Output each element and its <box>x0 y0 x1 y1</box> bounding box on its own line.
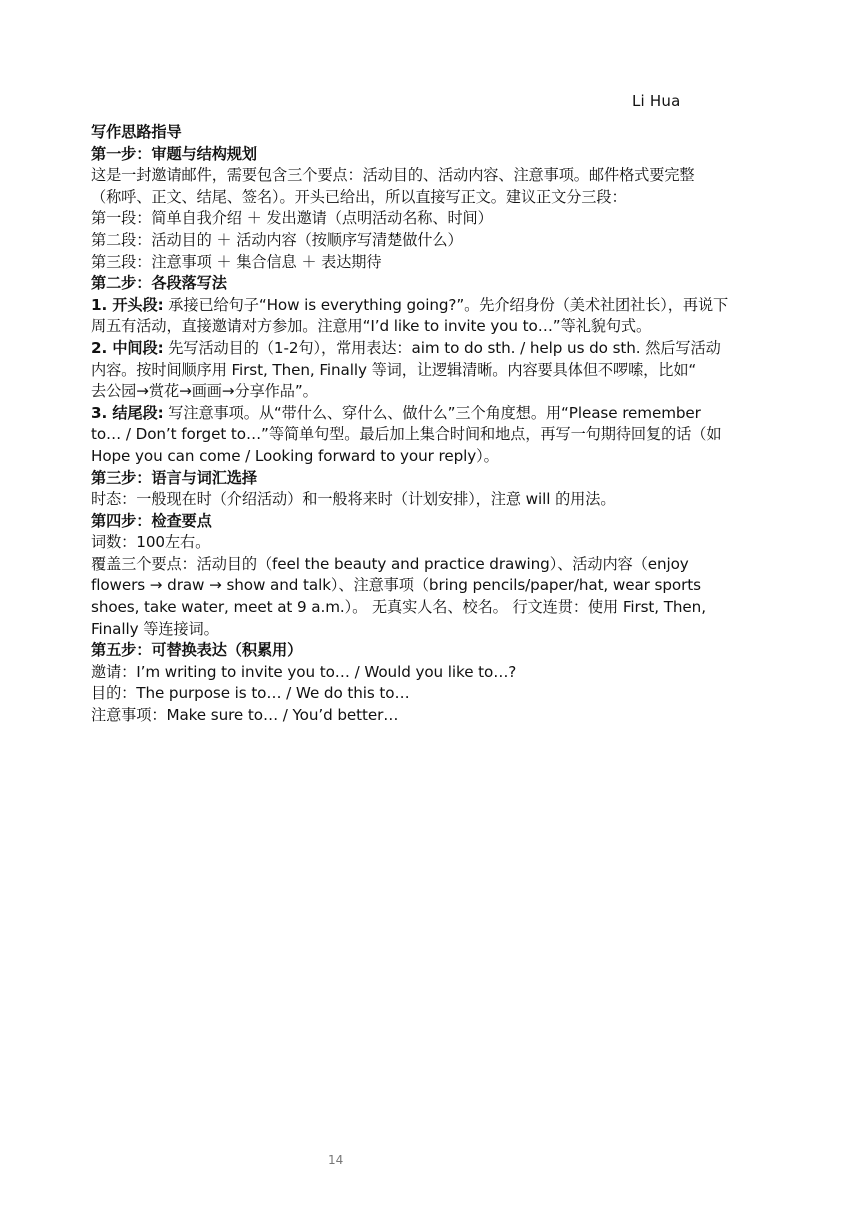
text-line <box>91 683 781 705</box>
body-text: 这是一封邀请邮件，需要包含三个要点：活动目的、活动内容、注意事项。邮件格式要完整 <box>91 166 695 185</box>
body-text: 覆盖三个要点：活动目的（feel the beauty and practice drawing）、活动内容（enjoy <box>91 554 689 573</box>
body-text: 去公园→赏花→画画→分享作品”。 <box>91 382 318 401</box>
body-text: Hope you can come / Looking forward to your reply）。 <box>91 446 499 465</box>
bold-text: 第三步：语言与词汇选择 <box>91 468 257 487</box>
text-line <box>91 446 781 468</box>
bold-text: 第五步：可替换表达（积累用） <box>91 641 303 660</box>
bold-text: 2. 中间段: <box>91 338 164 357</box>
writing-guide-content <box>91 122 781 727</box>
body-text: 邀请：I’m writing to invite you to… / Would you like to…? <box>91 662 517 681</box>
body-text: 先写活动目的（1-2句），常用表达：aim to do sth. / help us do sth. 然后写活动 <box>163 338 721 357</box>
bold-text: 3. 结尾段: <box>91 403 164 422</box>
body-text: 内容。按时间顺序用 First, Then, Finally 等词，让逻辑清晰。内容要具体但不啰嗦，比如“ <box>91 360 697 379</box>
text-line <box>91 705 781 727</box>
text-line <box>91 187 781 209</box>
text-line <box>91 338 781 360</box>
author-name: Li Hua <box>632 92 681 110</box>
bold-text: 写作思路指导 <box>91 123 182 141</box>
page-number: 14 <box>328 1153 344 1167</box>
text-line <box>91 208 781 230</box>
body-text: （称呼、正文、结尾、签名）。开头已给出，所以直接写正文。建议正文分三段： <box>91 187 627 206</box>
body-text: to… / Don’t forget to…”等简单句型。最后加上集合时间和地点，再写一句期待回复的话（如 <box>91 425 722 444</box>
bold-text: 第二步：各段落写法 <box>91 274 227 293</box>
text-line <box>91 662 781 684</box>
text-line <box>91 252 781 274</box>
text-line <box>91 295 781 317</box>
text-line <box>91 489 781 511</box>
body-text: 第三段：注意事项 ＋ 集合信息 ＋ 表达期待 <box>91 252 382 271</box>
body-text: shoes, take water, meet at 9 a.m.）。 无真实人名、校名。 行文连贯：使用 First, Then, <box>91 598 706 617</box>
body-text: 注意事项：Make sure to… / You’d better… <box>91 706 399 725</box>
body-text: 目的：The purpose is to… / We do this to… <box>91 684 410 703</box>
text-line <box>91 144 781 166</box>
body-text: flowers → draw → show and talk）、注意事项（bring pencils/paper/hat, wear sports <box>91 576 701 595</box>
text-line <box>91 230 781 252</box>
body-text: Finally 等连接词。 <box>91 619 219 638</box>
text-line <box>91 554 781 576</box>
text-line <box>91 532 781 554</box>
text-line <box>91 640 781 662</box>
body-text: 时态：一般现在时（介绍活动）和一般将来时（计划安排），注意 will 的用法。 <box>91 490 616 509</box>
bold-text: 1. 开头段: <box>91 295 164 314</box>
text-line <box>91 403 781 425</box>
body-text: 写注意事项。从“带什么、穿什么、做什么”三个角度想。用“Please remember <box>163 403 701 422</box>
bold-text: 第四步：检查要点 <box>91 511 212 530</box>
text-line <box>91 381 781 403</box>
text-line <box>91 597 781 619</box>
body-text: 词数：100左右。 <box>91 533 211 552</box>
text-line <box>91 424 781 446</box>
text-line <box>91 165 781 187</box>
text-line <box>91 575 781 597</box>
text-line <box>91 619 781 641</box>
body-text: 周五有活动，直接邀请对方参加。注意用“I’d like to invite you to…”等礼貌句式。 <box>91 317 652 336</box>
body-text: 第一段：简单自我介绍 ＋ 发出邀请（点明活动名称、时间） <box>91 209 493 228</box>
text-line <box>91 316 781 338</box>
text-line <box>91 468 781 490</box>
body-text: 第二段：活动目的 ＋ 活动内容（按顺序写清楚做什么） <box>91 230 463 249</box>
text-line <box>91 360 781 382</box>
text-line <box>91 122 781 144</box>
bold-text: 第一步：审题与结构规划 <box>91 144 257 163</box>
body-text: 承接已给句子“How is everything going?”。先介绍身份（美术社团社长），再说下 <box>163 295 729 314</box>
text-line <box>91 273 781 295</box>
text-line <box>91 511 781 533</box>
